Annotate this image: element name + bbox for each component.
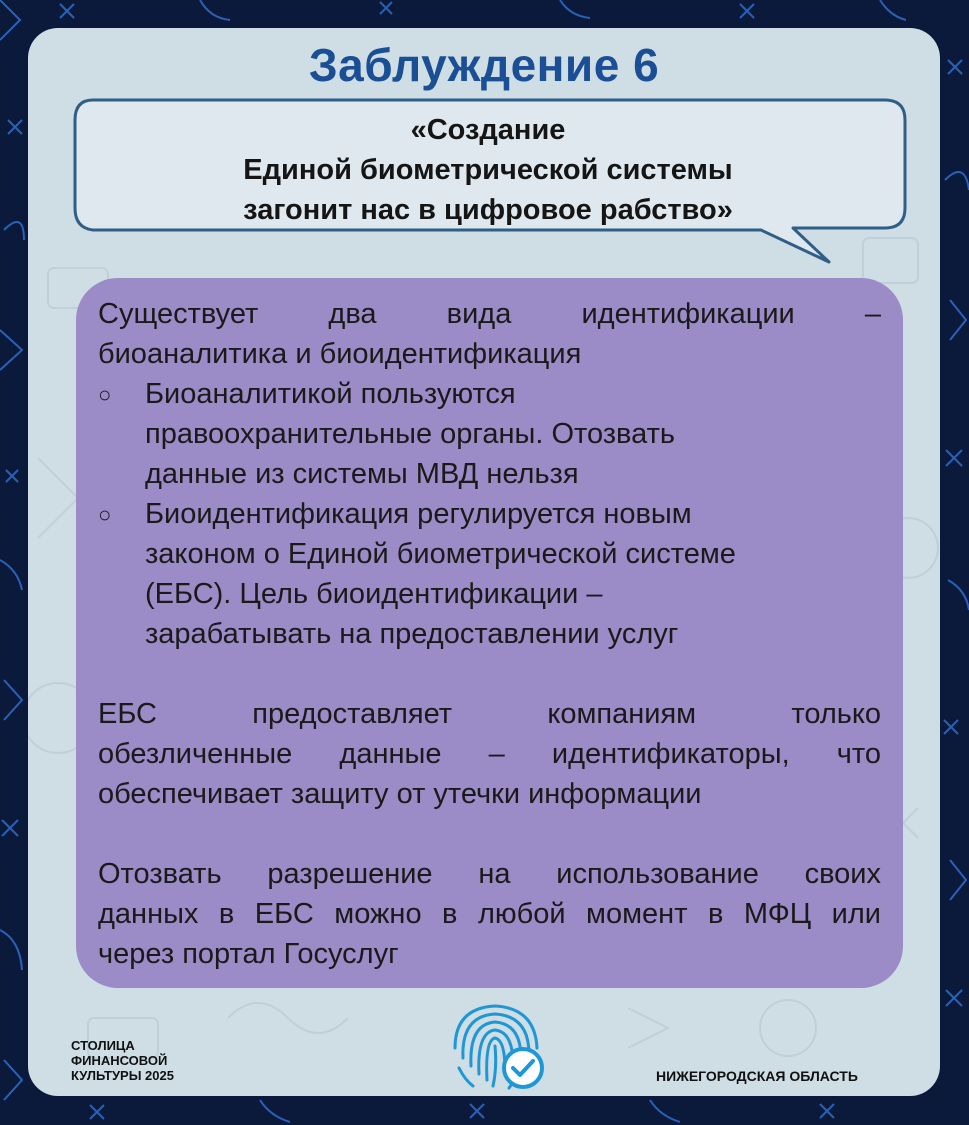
paragraph-line: Отозвать разрешение на использование своих (98, 858, 881, 890)
paragraph-line: обеспечивает защиту от утечки информации (98, 778, 702, 810)
intro-line: Существует два вида идентификации – (98, 298, 881, 330)
bullet-line: зарабатывать на предоставлении услуг (145, 618, 679, 650)
bullet-line: данные из системы МВД нельзя (145, 458, 579, 490)
paragraph-line: через портал Госуслуг (98, 938, 399, 970)
paragraph-line: обезличенные данные – идентификаторы, что (98, 738, 881, 770)
content-card (28, 28, 940, 1096)
footer-logo-text (71, 1038, 174, 1083)
bullet-line: правоохранительные органы. Отозвать (145, 418, 676, 450)
quote-line: загонит нас в цифровое рабство» (243, 194, 733, 226)
check-circle-icon (504, 1049, 542, 1087)
bullet-line: Биоаналитикой пользуются (145, 378, 516, 410)
bullet-line: (ЕБС). Цель биоидентификации – (145, 578, 603, 610)
fingerprint-icon (443, 998, 553, 1093)
footer-logo-line: ФИНАНСОВОЙ (71, 1053, 168, 1068)
quote-line: Единой биометрической системы (243, 154, 733, 186)
footer-logo-line: КУЛЬТУРЫ 2025 (71, 1068, 174, 1083)
bullet-circle-icon: ○ (98, 502, 112, 527)
footer-region: НИЖЕГОРОДСКАЯ ОБЛАСТЬ (656, 1068, 858, 1084)
paragraph-line: данных в ЕБС можно в любой момент в МФЦ или (98, 898, 881, 930)
quote-line: «Создание (410, 114, 566, 146)
bullet-circle-icon: ○ (98, 382, 112, 407)
bullet-line: Биоидентификация регулируется новым (145, 498, 692, 530)
misconception-quote (88, 110, 888, 230)
footer-logo-line: СТОЛИЦА (71, 1038, 135, 1053)
paragraph-line: ЕБС предоставляет компаниям только (98, 698, 881, 730)
page-title: Заблуждение 6 (308, 39, 660, 91)
bullet-line: законом о Единой биометрической системе (145, 538, 736, 570)
intro-line: биоаналитика и биоидентификация (98, 338, 582, 370)
explanation-panel (76, 278, 903, 988)
